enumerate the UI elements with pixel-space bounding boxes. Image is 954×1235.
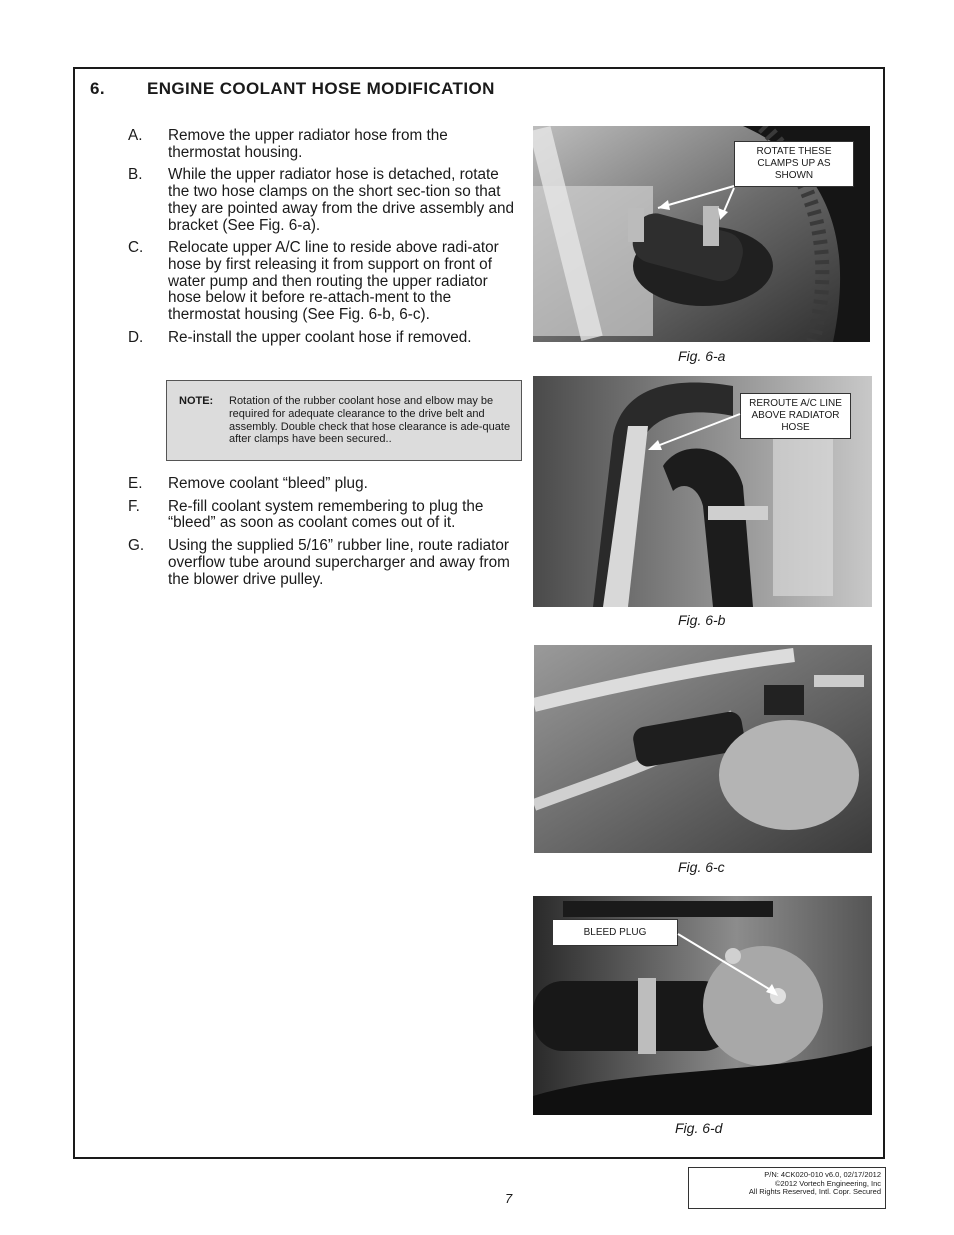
figure-caption: Fig. 6-a — [678, 348, 726, 364]
part-number-box — [688, 1167, 886, 1209]
callout-arrow — [676, 930, 786, 1000]
step-text: While the upper radiator hose is detached, rotate the two hose clamps on the short sec-tion so that they are pointed away from the drive assembly and bracket (See Fig. 6-a). — [168, 166, 515, 234]
steps-list-e-g — [128, 476, 518, 594]
step-letter: E. — [128, 475, 143, 492]
step-text: Remove the upper radiator hose from the thermostat housing. — [168, 127, 448, 161]
step-item — [128, 240, 518, 324]
step-letter: F. — [128, 497, 140, 515]
callout-arrow — [640, 160, 740, 230]
figure-caption: Fig. 6-b — [678, 612, 726, 628]
step-letter: G. — [128, 537, 145, 555]
section-title: ENGINE COOLANT HOSE MODIFICATION — [147, 79, 495, 98]
figure-caption: Fig. 6-d — [675, 1120, 723, 1136]
section-heading — [90, 79, 495, 99]
step-text: Re-install the upper coolant hose if removed. — [168, 328, 472, 346]
steps-list-a-d — [128, 128, 518, 352]
copyright: ©2012 Vortech Engineering, Inc — [774, 1178, 881, 1188]
step-item — [128, 167, 518, 234]
step-letter: D. — [128, 328, 144, 346]
step-item — [128, 128, 518, 161]
callout-arrow — [640, 410, 750, 460]
figure-6c-photo — [534, 645, 872, 853]
figure-caption: Fig. 6-c — [678, 859, 725, 875]
step-item — [128, 476, 518, 493]
step-item — [128, 330, 518, 347]
part-number: P/N: 4CK020-010 v6.0, 02/17/2012 — [764, 1170, 881, 1179]
step-letter: B. — [128, 166, 143, 184]
note-label: NOTE: — [179, 395, 214, 407]
step-letter: C. — [128, 239, 144, 257]
step-item — [128, 499, 518, 532]
callout-reroute-ac-line: REROUTE A/C LINE ABOVE RADIATOR HOSE — [740, 393, 851, 439]
step-letter: A. — [128, 127, 143, 144]
step-text: Using the supplied 5/16” rubber line, route radiator overflow tube around supercharger and away from the blower drive pulley. — [168, 537, 510, 588]
section-number: 6. — [90, 79, 105, 98]
note-box — [166, 380, 522, 461]
step-item — [128, 538, 518, 588]
step-text: Remove coolant “bleed” plug. — [168, 475, 368, 492]
rights-statement: All Rights Reserved, Intl. Copr. Secured — [748, 1187, 881, 1197]
callout-rotate-clamps: ROTATE THESE CLAMPS UP AS SHOWN — [734, 141, 854, 187]
step-text: Relocate upper A/C line to reside above radi-ator hose by first releasing it from support on front of water pump and then routing the upper radiator hose below it before re-attach-ment to the thermostat housing (See Fig. 6-b, 6-c). — [168, 239, 499, 324]
callout-bleed-plug: BLEED PLUG — [552, 919, 678, 946]
step-text: Re-fill coolant system remembering to plug the “bleed” as soon as coolant comes out of it. — [168, 497, 484, 532]
note-text: Rotation of the rubber coolant hose and elbow may be required for adequate clearance to the drive belt and assembly. Double check that hose clearance is ade-quate after clamps have been secured.. — [229, 395, 511, 446]
page-number: 7 — [505, 1191, 513, 1206]
